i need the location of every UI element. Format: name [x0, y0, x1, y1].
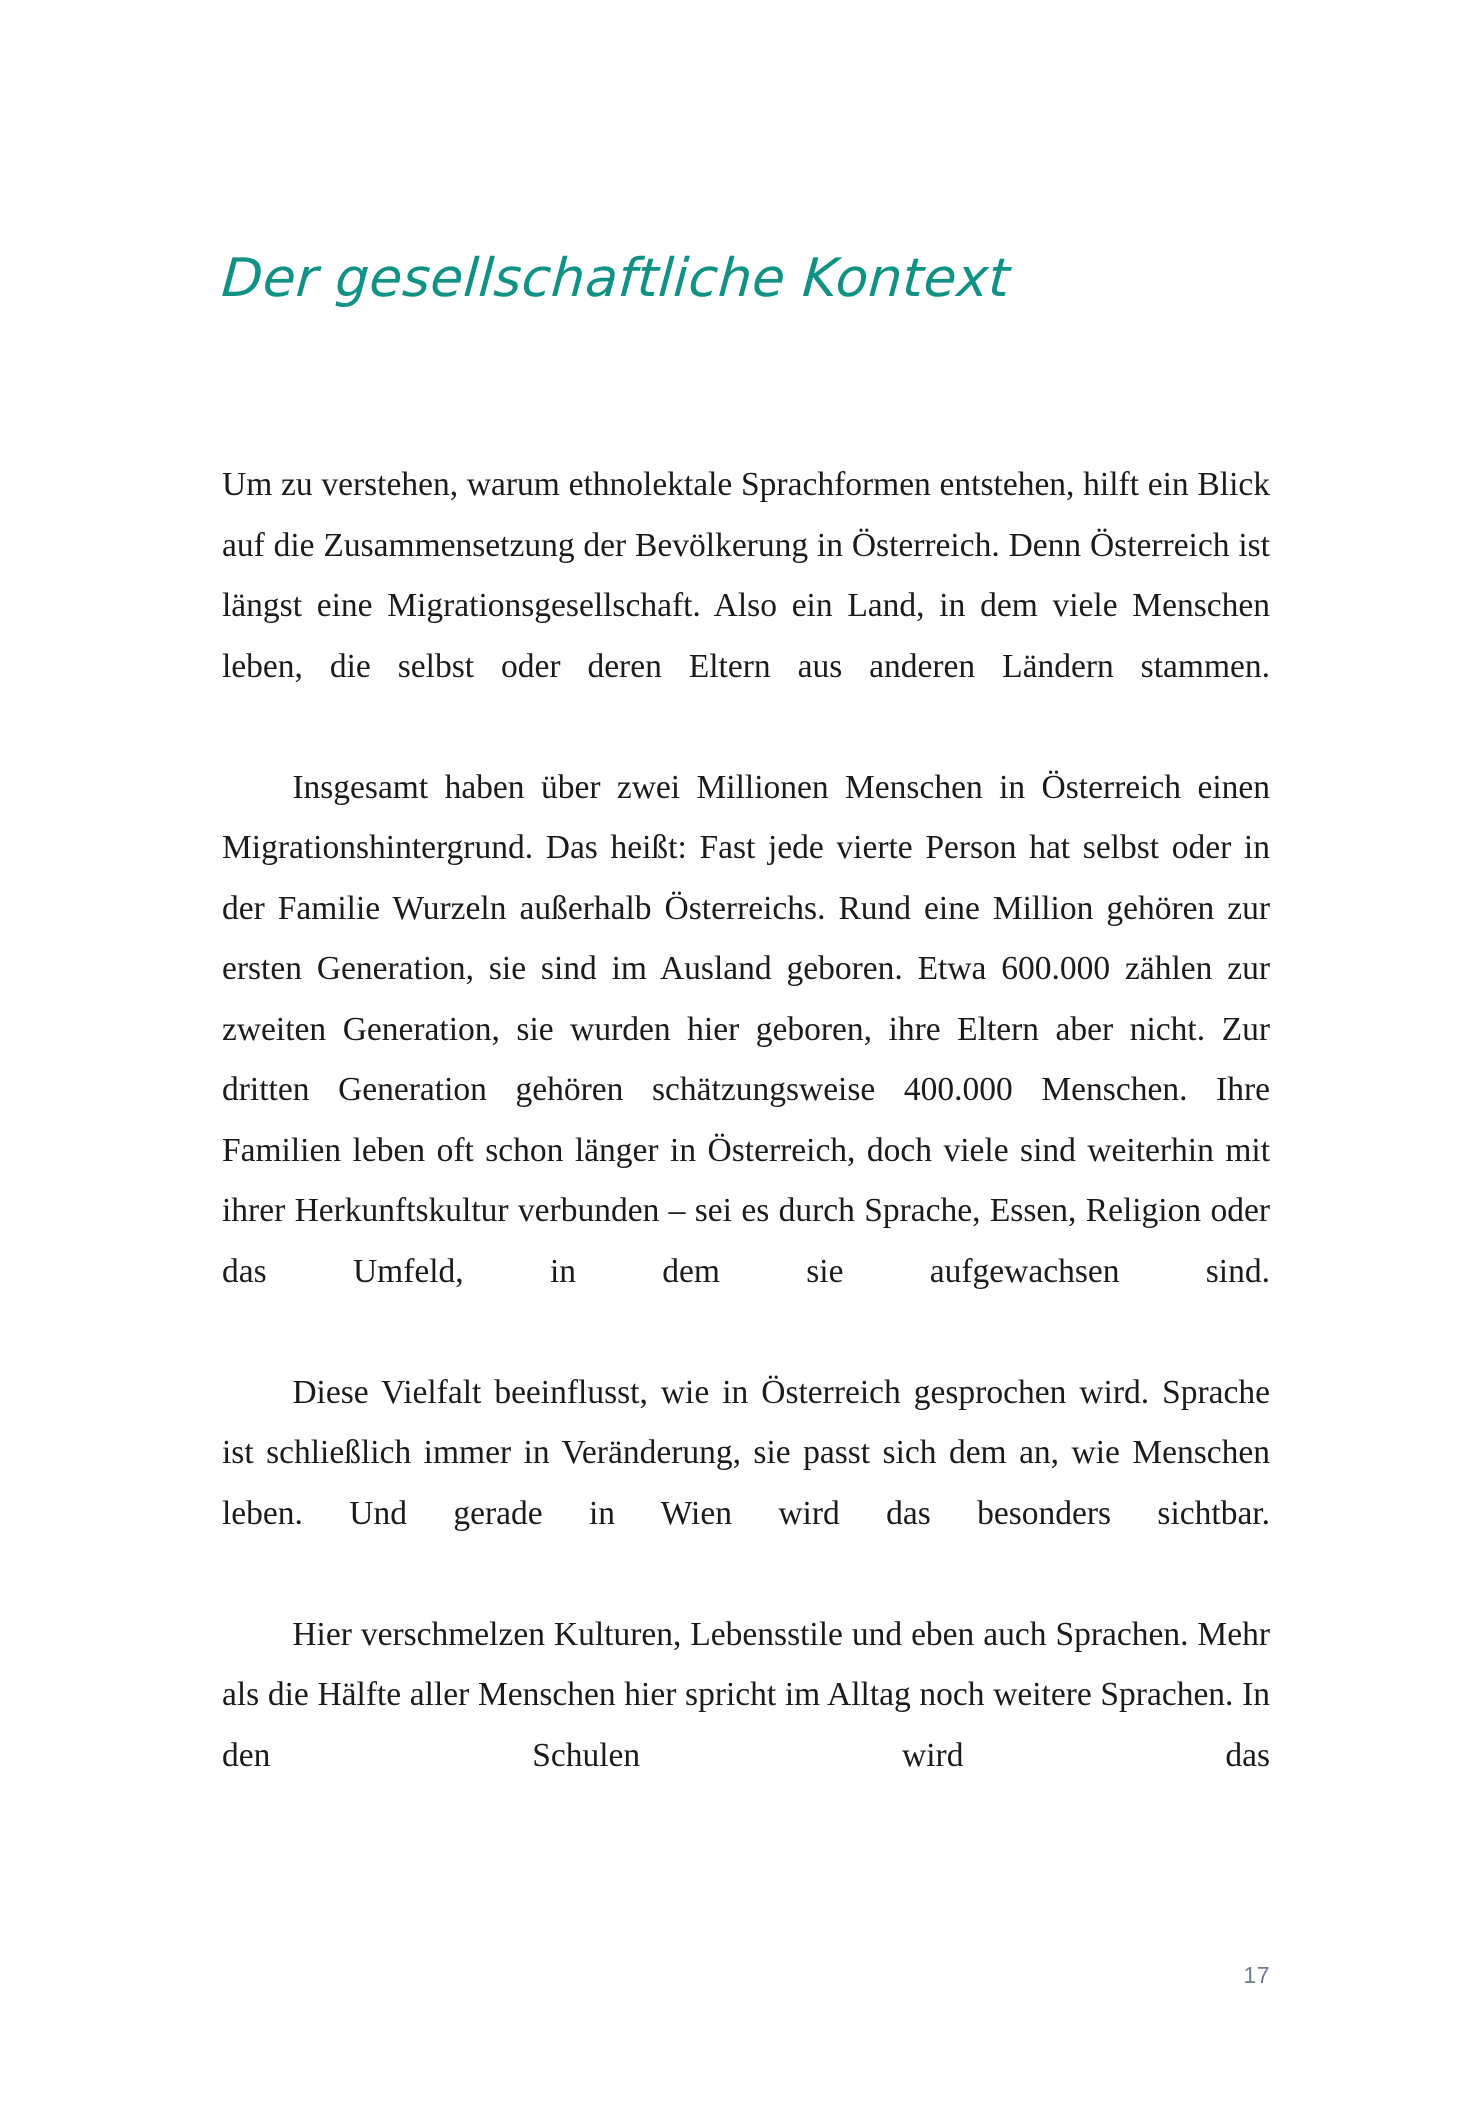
body-text	[222, 455, 1270, 1847]
paragraph-1: Um zu verstehen, warum ethnolektale Sprachformen entstehen, hilft ein Blick auf die Zusammensetzung der Bevölkerung in Österreich. Denn Österreich ist längst eine Migrationsgesellschaft. Also ein Land, in dem viele Menschen leben, die selbst oder deren Eltern aus anderen Ländern stammen.	[222, 466, 1270, 685]
chapter-heading: Der gesellschaftliche Kontext	[219, 248, 1013, 309]
text-block	[219, 0, 1270, 2126]
paragraph-4: Hier verschmelzen Kulturen, Lebensstile und eben auch Sprachen. Mehr als die Hälfte aller Menschen hier spricht im Alltag noch weitere Sprachen. In den Schulen wird das	[222, 1615, 1270, 1774]
paragraph-3: Diese Vielfalt beeinflusst, wie in Österreich gesprochen wird. Sprache ist schließlich immer in Veränderung, sie passt sich dem an, wie Menschen leben. Und gerade in Wien wird das besonders sichtbar.	[222, 1373, 1270, 1532]
page-number: 17	[1243, 1962, 1270, 1988]
paragraph-2: Insgesamt haben über zwei Millionen Menschen in Österreich einen Migrationshintergrund. Das heißt: Fast jede vierte Person hat selbst oder in der Familie Wurzeln außerhalb Österreichs. Rund eine Million gehören zur ersten Generation, sie sind im Ausland geboren. Etwa 600.000 zählen zur zweiten Generation, sie wurden hier geboren, ihre Eltern aber nicht. Zur dritten Generation gehören schätzungsweise 400.000 Menschen. Ihre Familien leben oft schon länger in Österreich, doch viele sind weiterhin mit ihrer Herkunftskultur verbunden – sei es durch Sprache, Essen, Religion oder das Umfeld, in dem sie aufgewachsen sind.	[222, 768, 1270, 1290]
